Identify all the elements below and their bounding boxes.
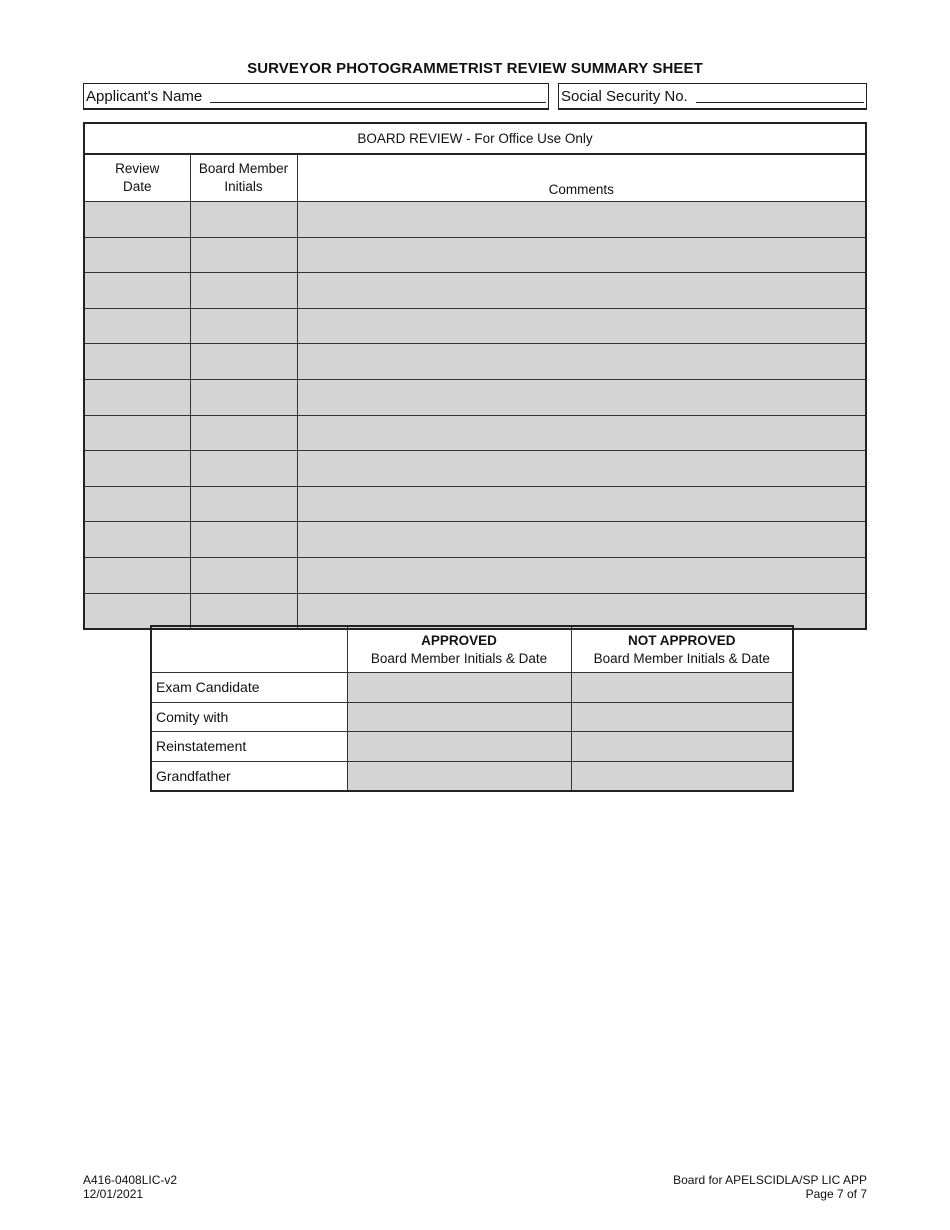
comments-cell[interactable]: [297, 273, 866, 309]
applicant-name-field[interactable]: [83, 83, 549, 109]
board-member-initials-cell[interactable]: [190, 486, 297, 522]
not-approved-cell[interactable]: [571, 673, 793, 703]
review-row: [84, 379, 866, 415]
not-approved-header: [571, 626, 793, 673]
review-rows: [84, 202, 866, 630]
comments-cell[interactable]: [297, 415, 866, 451]
review-date-cell[interactable]: [84, 308, 190, 344]
board-member-initials-cell[interactable]: [190, 273, 297, 309]
not-approved-cell[interactable]: [571, 732, 793, 762]
comments-cell[interactable]: [297, 344, 866, 380]
approved-cell[interactable]: [347, 702, 571, 732]
board-member-initials-cell[interactable]: [190, 522, 297, 558]
board-name: Board for APELSCIDLA/SP LIC APP: [673, 1173, 867, 1187]
comments-cell[interactable]: [297, 202, 866, 238]
review-date-cell[interactable]: [84, 557, 190, 593]
initials-header-line2: Initials: [224, 179, 263, 194]
review-row: [84, 486, 866, 522]
board-member-initials-cell[interactable]: [190, 202, 297, 238]
review-row: [84, 593, 866, 629]
approval-row: [151, 732, 793, 762]
board-member-initials-cell[interactable]: [190, 451, 297, 487]
ssn-input-line[interactable]: [696, 101, 864, 103]
board-member-initials-cell[interactable]: [190, 593, 297, 629]
board-member-initials-cell[interactable]: [190, 237, 297, 273]
footer-right: [673, 1173, 867, 1201]
review-date-cell[interactable]: [84, 273, 190, 309]
page-title: SURVEYOR PHOTOGRAMMETRIST REVIEW SUMMARY SHEET: [247, 60, 703, 77]
not-approved-title: NOT APPROVED: [627, 632, 736, 648]
approved-cell[interactable]: [347, 761, 571, 791]
review-date-cell[interactable]: [84, 202, 190, 238]
form-date: 12/01/2021: [83, 1187, 144, 1201]
board-member-initials-cell[interactable]: [190, 344, 297, 380]
review-date-header: [84, 154, 190, 202]
comments-cell[interactable]: [297, 486, 866, 522]
review-row: [84, 415, 866, 451]
review-date-cell[interactable]: [84, 415, 190, 451]
approved-subtitle: Board Member Initials & Date: [370, 650, 548, 666]
board-member-initials-cell[interactable]: [190, 379, 297, 415]
board-review-banner: BOARD REVIEW - For Office Use Only: [84, 123, 866, 154]
comments-cell[interactable]: [297, 237, 866, 273]
review-date-cell[interactable]: [84, 344, 190, 380]
board-review-table: [83, 122, 867, 630]
review-row: [84, 237, 866, 273]
review-row: [84, 451, 866, 487]
review-date-cell[interactable]: [84, 522, 190, 558]
review-date-cell[interactable]: [84, 451, 190, 487]
review-row: [84, 202, 866, 238]
approved-cell[interactable]: [347, 732, 571, 762]
review-date-cell[interactable]: [84, 486, 190, 522]
footer-left: [83, 1173, 177, 1201]
board-member-initials-header: [190, 154, 297, 202]
applicant-name-label: Applicant's Name: [86, 88, 203, 105]
review-date-cell[interactable]: [84, 593, 190, 629]
page-number: Page 7 of 7: [805, 1187, 867, 1201]
review-date-cell[interactable]: [84, 237, 190, 273]
comments-cell[interactable]: [297, 308, 866, 344]
not-approved-subtitle: Board Member Initials & Date: [593, 650, 770, 666]
comments-cell[interactable]: [297, 451, 866, 487]
approval-row-label: Exam Candidate: [151, 673, 347, 703]
approval-row: [151, 761, 793, 791]
applicant-name-input-line[interactable]: [210, 101, 546, 103]
comments-cell[interactable]: [297, 379, 866, 415]
form-id: A416-0408LIC-v2: [83, 1173, 178, 1187]
ssn-field[interactable]: [558, 83, 867, 109]
comments-cell[interactable]: [297, 557, 866, 593]
comments-header: Comments: [297, 154, 866, 202]
approved-header: [347, 626, 571, 673]
approval-corner-cell: [151, 626, 347, 673]
review-row: [84, 557, 866, 593]
approval-row: [151, 673, 793, 703]
review-date-cell[interactable]: [84, 379, 190, 415]
approval-row: [151, 702, 793, 732]
review-row: [84, 273, 866, 309]
approval-row-label: Grandfather: [151, 761, 347, 791]
review-date-header-line1: Review: [115, 161, 160, 176]
approved-title: APPROVED: [421, 632, 497, 648]
not-approved-cell[interactable]: [571, 761, 793, 791]
review-row: [84, 522, 866, 558]
approval-table: [150, 625, 794, 792]
initials-header-line1: Board Member: [198, 161, 289, 176]
board-member-initials-cell[interactable]: [190, 415, 297, 451]
approval-row-label: Comity with: [151, 702, 347, 732]
not-approved-cell[interactable]: [571, 702, 793, 732]
approved-cell[interactable]: [347, 673, 571, 703]
comments-cell[interactable]: [297, 593, 866, 629]
board-member-initials-cell[interactable]: [190, 308, 297, 344]
ssn-label: Social Security No.: [561, 88, 688, 105]
review-date-header-line2: Date: [122, 179, 152, 194]
board-member-initials-cell[interactable]: [190, 557, 297, 593]
review-row: [84, 344, 866, 380]
comments-cell[interactable]: [297, 522, 866, 558]
review-row: [84, 308, 866, 344]
approval-row-label: Reinstatement: [151, 732, 347, 762]
